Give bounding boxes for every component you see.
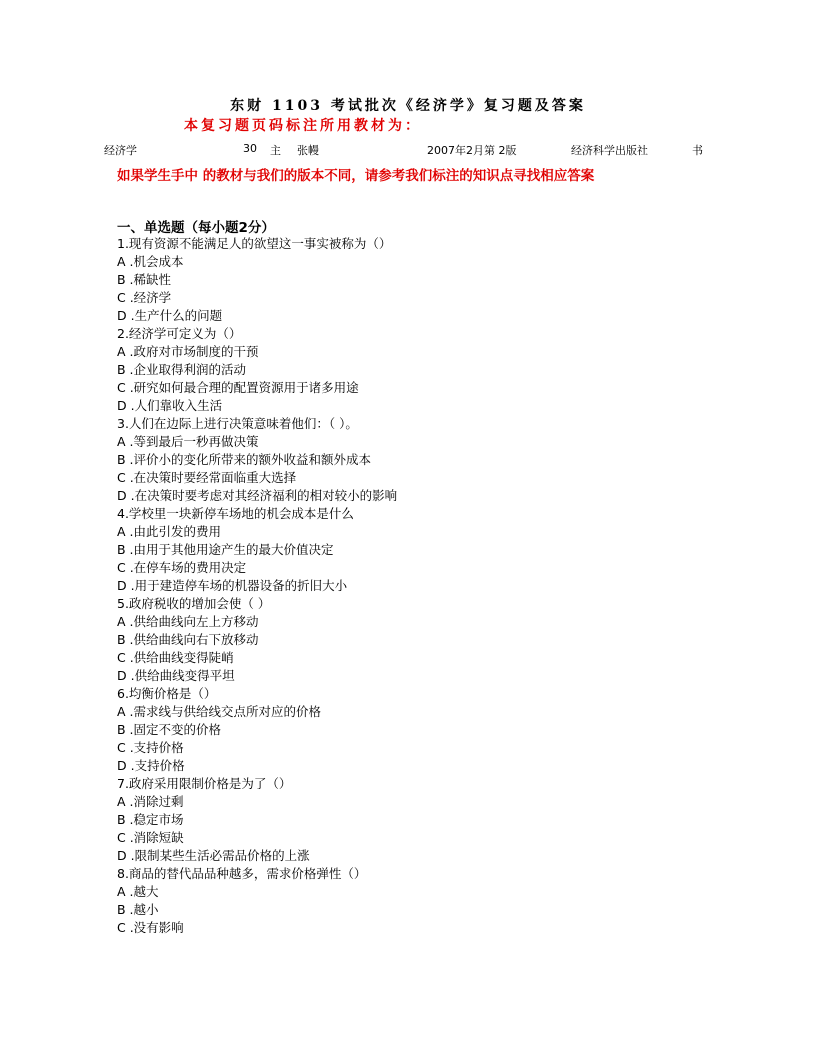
option-line: C .在停车场的费用决定 (117, 560, 247, 575)
question-line: 2.经济学可定义为（） (117, 326, 242, 341)
option-line: B .固定不变的价格 (117, 722, 222, 737)
option-line: A .机会成本 (117, 254, 184, 269)
question-line: 7.政府采用限制价格是为了（） (117, 776, 292, 791)
option-line: A .等到最后一秒再做决策 (117, 434, 259, 449)
option-line: C .没有影响 (117, 920, 184, 935)
option-line: D .支持价格 (117, 758, 185, 773)
question-list (117, 235, 777, 937)
question-line: 5.政府税收的增加会使（ ） (117, 596, 271, 611)
textbook-info-row (0, 142, 816, 158)
option-line: B .越小 (117, 902, 159, 917)
option-line: A .政府对市场制度的干预 (117, 344, 259, 359)
option-line: A .消除过剩 (117, 794, 184, 809)
option-line: A .由此引发的费用 (117, 524, 221, 539)
option-line: C .消除短缺 (117, 830, 184, 845)
option-line: B .由用于其他用途产生的最大价值决定 (117, 542, 334, 557)
question-line: 3.人们在边际上进行决策意味着他们：（ ）。 (117, 416, 358, 431)
option-line: B .供给曲线向右下放移动 (117, 632, 259, 647)
option-line: D .在决策时要考虑对其经济福利的相对较小的影响 (117, 488, 398, 503)
option-line: C .经济学 (117, 290, 172, 305)
book-role: 主 (270, 144, 281, 157)
option-line: D .限制某些生活必需品价格的上涨 (117, 848, 310, 863)
option-line: D .人们靠收入生活 (117, 398, 223, 413)
option-line: B .评价小的变化所带来的额外收益和额外成本 (117, 452, 372, 467)
option-line: D .供给曲线变得平坦 (117, 668, 235, 683)
option-line: B .企业取得利润的活动 (117, 362, 247, 377)
option-line: D .用于建造停车场的机器设备的折旧大小 (117, 578, 348, 593)
option-line: C .在决策时要经常面临重大选择 (117, 470, 297, 485)
section-title: 一、单选题（每小题2分） (117, 220, 275, 236)
book-edition: 2007年2月第 2版 (427, 144, 517, 157)
option-line: A .需求线与供给线交点所对应的价格 (117, 704, 321, 719)
book-author: 张幔 (297, 144, 319, 157)
option-line: A .越大 (117, 884, 159, 899)
option-line: C .研究如何最合理的配置资源用于诸多用途 (117, 380, 359, 395)
question-line: 8.商品的替代品品种越多，需求价格弹性（） (117, 866, 367, 881)
book-suffix: 书 (692, 144, 703, 157)
question-line: 6.均衡价格是（） (117, 686, 217, 701)
book-publisher: 经济科学出版社 (571, 144, 648, 157)
question-line: 4.学校里一块新停车场地的机会成本是什么 (117, 506, 354, 521)
book-number: 30 (243, 142, 257, 155)
option-line: A .供给曲线向左上方移动 (117, 614, 259, 629)
document-title: 东财 1103 考试批次《经济学》复习题及答案 (230, 98, 586, 114)
option-line: C .供给曲线变得陡峭 (117, 650, 234, 665)
option-line: C .支持价格 (117, 740, 184, 755)
option-line: B .稀缺性 (117, 272, 172, 287)
question-line: 1.现有资源不能满足人的欲望这一事实被称为（） (117, 236, 392, 251)
version-notice: 如果学生手中 的教材与我们的版本不同，请参考我们标注的知识点寻找相应答案 (117, 168, 595, 184)
option-line: D .生产什么的问题 (117, 308, 223, 323)
book-name: 经济学 (104, 144, 137, 157)
textbook-note-heading: 本复习题页码标注所用教材为： (184, 118, 422, 134)
option-line: B .稳定市场 (117, 812, 184, 827)
